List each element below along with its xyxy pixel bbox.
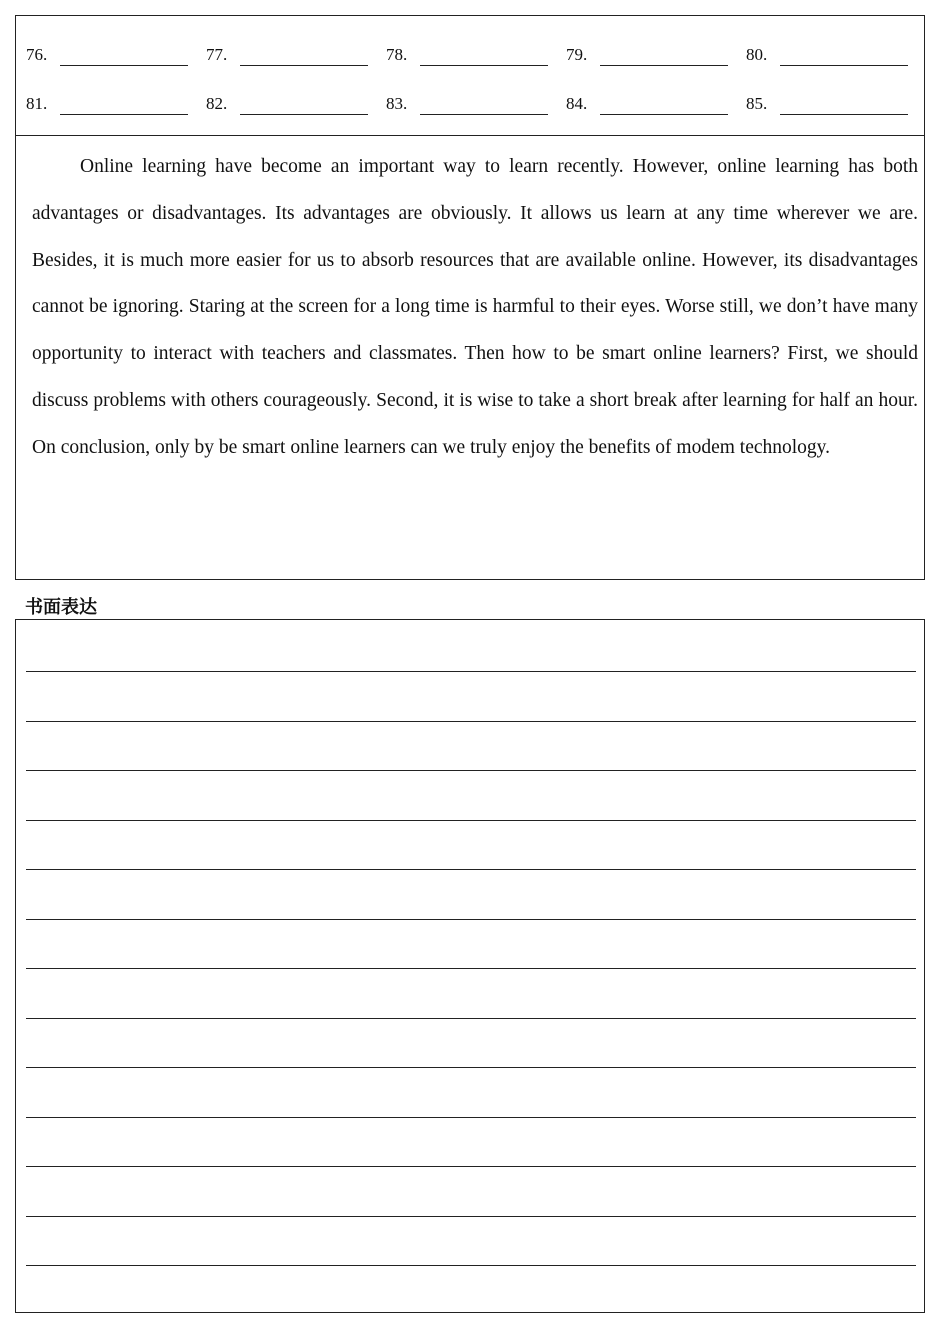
answer-row-2	[16, 92, 924, 122]
proofreading-box	[15, 15, 925, 580]
answer-blank-77[interactable]	[240, 65, 368, 66]
answer-blank-83[interactable]	[420, 114, 548, 115]
writing-line	[26, 1265, 916, 1266]
answer-blank-85[interactable]	[780, 114, 908, 115]
writing-line	[26, 770, 916, 771]
writing-line	[26, 1018, 916, 1019]
writing-line	[26, 919, 916, 920]
answer-number: 78.	[386, 45, 408, 64]
answer-number: 80.	[746, 45, 768, 64]
answer-blank-80[interactable]	[780, 65, 908, 66]
answer-blank-76[interactable]	[60, 65, 188, 66]
writing-line	[26, 1216, 916, 1217]
answer-number: 82.	[206, 94, 228, 113]
writing-line	[26, 820, 916, 821]
writing-line	[26, 671, 916, 672]
writing-line	[26, 968, 916, 969]
answer-row-1	[16, 43, 924, 73]
answer-number: 81.	[26, 94, 48, 113]
answer-number: 85.	[746, 94, 768, 113]
writing-line	[26, 869, 916, 870]
answer-blank-79[interactable]	[600, 65, 728, 66]
writing-box[interactable]	[15, 619, 925, 1313]
answer-blank-82[interactable]	[240, 114, 368, 115]
writing-section-label: 书面表达	[25, 597, 97, 618]
writing-line	[26, 1166, 916, 1167]
writing-line	[26, 1117, 916, 1118]
answer-number: 79.	[566, 45, 588, 64]
writing-line	[26, 721, 916, 722]
answer-blank-81[interactable]	[60, 114, 188, 115]
writing-line	[26, 1067, 916, 1068]
answer-number: 77.	[206, 45, 228, 64]
proofreading-passage: Online learning have become an important way to learn recently. However, online learning has both advantages or disadvantages. Its advantages are obviously. It allows us learn at any time wherever we are. Besides, it is much more easier for us to absorb resources that are available online. However, its disadvantages cannot be ignoring. Staring at the screen for a long time is harmful to their eyes. Worse still, we don’t have many opportunity to interact with teachers and classmates. Then how to be smart online learners? First, we should discuss problems with others courageously. Second, it is wise to take a short break after learning for half an hour. On conclusion, only by be smart online learners can we truly enjoy the benefits of modem technology.	[32, 156, 918, 458]
answer-number: 84.	[566, 94, 588, 113]
answer-number: 76.	[26, 45, 48, 64]
answer-area	[16, 16, 924, 136]
answer-number: 83.	[386, 94, 408, 113]
answer-blank-78[interactable]	[420, 65, 548, 66]
answer-blank-84[interactable]	[600, 114, 728, 115]
